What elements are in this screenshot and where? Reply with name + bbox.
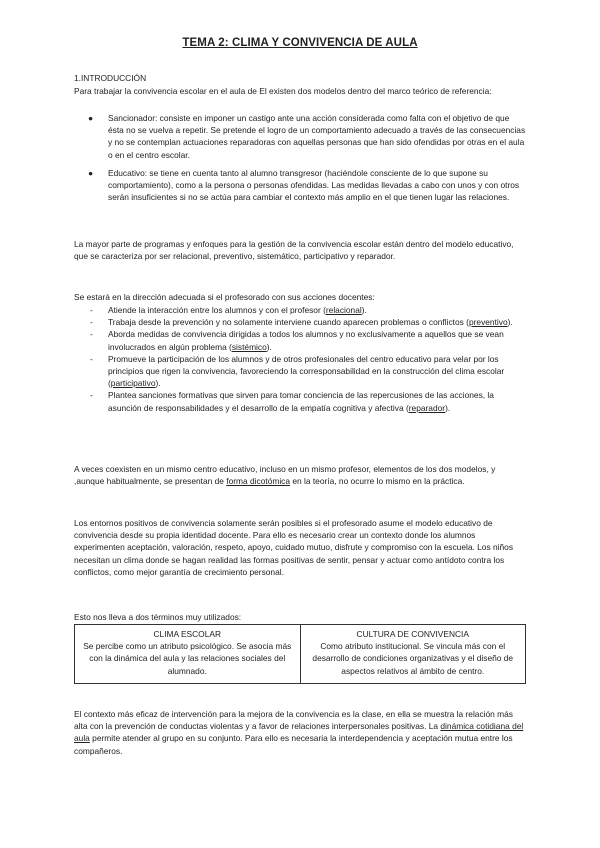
keyword: dinámica cotidiana del aula bbox=[74, 721, 524, 744]
keyword: relacional bbox=[325, 305, 362, 315]
actions-list bbox=[74, 304, 526, 414]
list-item: - Trabaja desde la prevención y no solamente interviene cuando aparecen problemas o conflictos (preventivo). bbox=[90, 317, 513, 328]
clima-text: Se percibe como un atributo psicológico. Se asocia más con la dinámica del aula y las relaciones sociales del alumnado. bbox=[83, 641, 292, 676]
table-cell-cultura bbox=[300, 625, 526, 684]
table-cell-clima bbox=[75, 625, 301, 684]
bullet-icon: ● bbox=[88, 113, 94, 123]
dash-icon: - bbox=[90, 305, 93, 315]
list-item: - Plantea sanciones formativas que sirven para tomar conciencia de las repercusiones de las acciones, la asunción de responsabilidades y el desarrollo de la empatía cognitiva y afectiva (reparador). bbox=[90, 390, 494, 413]
models-list bbox=[74, 112, 526, 209]
cultura-title: CULTURA DE CONVIVENCIA bbox=[356, 629, 469, 639]
section-heading: 1.INTRODUCCIÓN bbox=[74, 73, 147, 83]
intro-paragraph: Para trabajar la convivencia escolar en el aula de El existen dos modelos dentro del marco teórico de referencia: bbox=[74, 86, 492, 96]
model-text: consiste en imponer un castigo ante una acción considerada como falta con el objetivo de que ésta no se vuelva a repetir. Se pretende el logro de un comportamiento adecuado a través de las consecuencias y no se contemplan actuaciones reparadoras con aquellas personas que han sido ofendidas por otras en el aula o en el centro escolar. bbox=[108, 113, 526, 160]
list-item: - Atiende la interacción entre los alumnos y con el profesor (relacional). bbox=[90, 305, 367, 315]
keyword: preventivo bbox=[468, 317, 508, 328]
dash-icon: - bbox=[90, 317, 93, 328]
model-label: Sancionador: bbox=[108, 113, 158, 123]
list-item bbox=[74, 112, 526, 161]
keyword: participativo bbox=[110, 378, 156, 389]
model-label: Educativo: bbox=[108, 167, 148, 178]
final-paragraph: El contexto más eficaz de intervención para la mejora de la convivencia es la clase, en ella se muestra la relación más alta con la prevención de conductas violentas y a favor de relaciones interpersonales positivas. La dinámica cotidiana del aula permite atender al grupo en su conjunto. Para ello es necesaria la interdependencia y aceptación mutua entre los compañeros. bbox=[74, 709, 524, 756]
direction-paragraph: Se estará en la dirección adecuada si el profesorado con sus acciones docentes: bbox=[74, 292, 375, 302]
model-paragraph: La mayor parte de programas y enfoques para la gestión de la convivencia escolar están dentro del modelo educativo, que se caracteriza por ser relacional, preventivo, sistemático, participativo y reparador. bbox=[74, 239, 514, 262]
model-text: se tiene en cuenta tanto al alumno transgresor (haciéndole consciente de lo que supone su comportamiento), como a la persona o personas ofendidas. Las medidas llevadas a cabo con unos y con otros serán insuficientes si no se actúa para cambiar el contexto más amplio en el que tienen lugar las relaciones. bbox=[108, 167, 520, 203]
dash-icon: - bbox=[90, 329, 93, 340]
keyword: reparador bbox=[408, 402, 446, 413]
bullet-icon: ● bbox=[88, 167, 94, 178]
environments-paragraph: Los entornos positivos de convivencia solamente serán posibles si el profesorado asume el modelo educativo de convivencia desde su propia identidad docente. Para ello es necesario crear un contexto donde los alumnos experimenten aceptación, valoración, respeto, apoyo, cuidado mutuo, disfrute y compromiso con la escuela. Los niños necesitan un clima donde se hagan realidad las formas positivas de sentir, pensar y actuar como antídoto contra los conflictos, como mejor garantía de crecimiento personal. bbox=[74, 518, 514, 577]
keyword: forma dicotómica bbox=[226, 476, 291, 487]
cultura-text: Como atributo institucional. Se vincula más con el desarrollo de condiciones organizativas y el diseño de aspectos relativos al ámbito de centro. bbox=[312, 641, 514, 676]
list-item bbox=[74, 167, 526, 204]
coexist-paragraph: A veces coexisten en un mismo centro educativo, incluso en un mismo profesor, elementos de los dos modelos, y ,aunque habitualmente, se presentan de forma dicotómica en la teoría, no ocurre lo mismo en la práctica. bbox=[74, 464, 496, 487]
list-item: - Aborda medidas de convivencia dirigidas a todos los alumnos y no exclusivamente a aquellos que se vean involucrados en algún problema (sistémico). bbox=[90, 329, 504, 352]
list-item: - Promueve la participación de los alumnos y de otros profesionales del centro educativo para velar por los principios que rigen la convivencia, favoreciendo la corresponsabilidad en la construcción del clima escolar (participativo). bbox=[90, 353, 505, 389]
keyword: sistémico bbox=[231, 341, 267, 352]
dash-icon: - bbox=[90, 353, 93, 364]
dash-icon: - bbox=[90, 390, 93, 401]
page-title: TEMA 2: CLIMA Y CONVIVENCIA DE AULA bbox=[182, 37, 418, 49]
terms-table bbox=[74, 624, 526, 684]
clima-title: CLIMA ESCOLAR bbox=[153, 629, 221, 639]
terms-paragraph: Esto nos lleva a dos términos muy utilizados: bbox=[74, 612, 242, 622]
